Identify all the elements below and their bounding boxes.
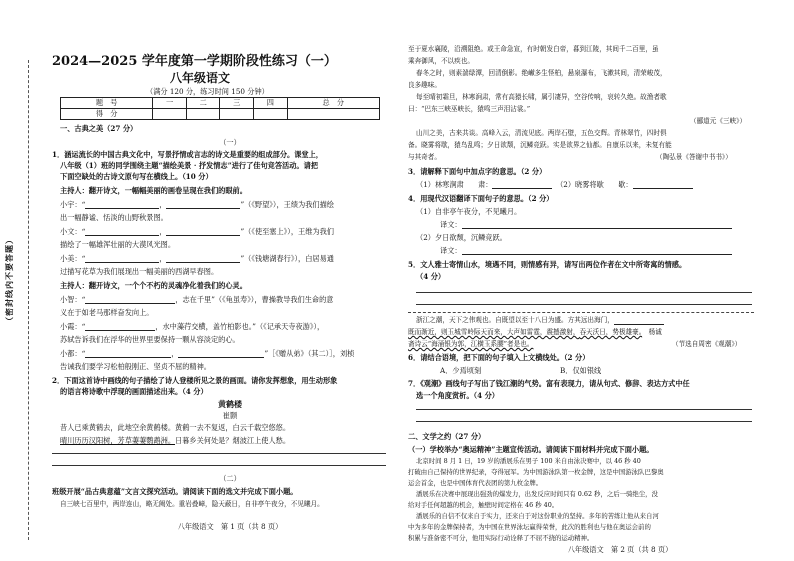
source-text: ”（《野望》），王绩为我们描绘: [240, 200, 334, 209]
answer-blank[interactable]: [462, 220, 732, 229]
continuation-text: 苏轼告诉我们在浮华的世界里要保持一颗从容淡定的心。: [60, 335, 240, 344]
score-input[interactable]: [186, 109, 220, 120]
source-text: ，志在千里”（《龟虽寿》），曹操教导我们生命的意: [175, 295, 334, 304]
passage-text: 乘奔御风，不以疾也。: [408, 57, 474, 65]
question-text: 6．请结合语境，把下面的句子填入上文横线处。（2 分）: [408, 353, 590, 362]
speaker: 小霞：: [60, 322, 82, 331]
answer-blank[interactable]: [492, 180, 552, 189]
poem-line: 昔人已乘黄鹤去，此地空余黄鹤楼。黄鹤一去不复返，白云千载空悠悠。: [60, 423, 291, 432]
label: 肃：: [478, 180, 493, 189]
seal-note: [2, 185, 30, 375]
speaker: 小智：: [60, 295, 82, 304]
section-intro: 班级开展“品古典意蕴”文言文探究活动。请阅读下面的选文并完成下面小题。: [52, 487, 298, 496]
material-text: 积累与准备密不可分，他用实际行动诠释了不屈不挠的运动精神。: [408, 534, 594, 542]
speaker: 小宇：: [60, 200, 82, 209]
material-text: 运会首金，也是中国体育代表团的第九枚金牌。: [408, 479, 543, 487]
passage-text: 备。晓雾将歇，猿鸟乱鸣；夕日欲颓，沉鳞竞跃。实是欲界之仙都。自康乐以来，未复有能: [408, 141, 672, 149]
answer-row: 小霞：“ ，水中藻荇交横，盖竹柏影也。”（《记承天寺夜游》），: [60, 322, 325, 331]
poem-underlined: 晴川历历汉阳树，芳草萋萋鹦鹉洲。: [60, 436, 176, 445]
answer-line[interactable]: [416, 304, 752, 305]
question-text: 1．涵运流长的中国古典文化中，写景抒情或言志的诗文是重要的组成部分。课堂上，: [52, 150, 323, 159]
answer-row: 小宇：“ ， ”（《野望》），王绩为我们描绘: [60, 200, 334, 209]
score-input[interactable]: [153, 109, 187, 120]
answer-blank[interactable]: [633, 180, 693, 189]
extract-line: [408, 328, 662, 337]
question-text: 的语言将诗歌中浮现的画面描述出来。（4 分）: [60, 387, 208, 396]
section-heading: 一、古典之美（27 分）: [60, 124, 138, 133]
continuation-text: 告诫我们要学习松柏般刚正、坚贞不屈的精神。: [60, 362, 211, 371]
sub-question-text: （1）林寒涧肃: [416, 180, 464, 189]
score-table: [60, 97, 380, 120]
passage-source: （陶弘景《答谢中书书》）: [656, 153, 732, 161]
answer-line[interactable]: [416, 421, 752, 422]
score-cell: 二: [186, 98, 220, 109]
material-text: 中为多年的金牌保持者，为中国在世界泳坛赢得荣誉，此次的胜利也与他在奥运会前的: [408, 523, 651, 531]
section-intro: （一）学校举办“奥运精神”主题宣传活动。请阅读下面材料并完成下面小题。: [408, 445, 654, 454]
answer-blank[interactable]: [85, 200, 159, 209]
speaker: 小文：: [60, 227, 82, 236]
passage-source: （郦道元《三峡》）: [690, 117, 747, 125]
passage-text: 春冬之时，则素湍绿潭，回清倒影。绝𪩘多生怪柏，悬泉瀑布，飞漱其间，清荣峻茂，: [416, 69, 667, 77]
answer-blank[interactable]: [166, 227, 240, 236]
answer-blank[interactable]: [85, 349, 171, 358]
score-cell: 题 号: [61, 98, 153, 109]
option-a[interactable]: A．少焉顷刻: [440, 366, 482, 375]
score-cell: 得 分: [61, 109, 153, 120]
answer-blank[interactable]: [85, 254, 159, 263]
material-text: 给对手任何超越的机会，触壁时间定格在 46 秒 40。: [408, 501, 559, 509]
material-text: 潘展乐的自信不仅来自于实力，还来自于对这份职业的坚持。多年的苦练让他从来自河: [416, 512, 659, 520]
answer-row: 小美：“ ， ”（《钱塘湖春行》），白居易通: [60, 254, 334, 263]
answer-row: 小都：“ ， ”［《赠从弟》（其二）］，刘桢: [60, 349, 355, 358]
answer-blank[interactable]: [166, 200, 240, 209]
speaker: 小美：: [60, 254, 82, 263]
question-text: 4．用现代汉语翻译下面句子的意思。（2 分）: [408, 194, 554, 203]
continuation-text: 过描写花草为我们展现出一幅美丽的西湖早春图。: [60, 267, 219, 276]
question-text: 八年级（1）班的同学围绕主题“描绘美景 · 抒发情志”进行了佳句竞答活动。请把: [60, 161, 318, 170]
material-text: 北京时间 8 月 1 日，19 岁的潘展乐在男子 100 米自由泳决赛中，以 46 秒 40: [416, 457, 641, 465]
label: 译文：: [440, 220, 462, 229]
poem-line: [60, 436, 290, 445]
answer-blank[interactable]: [614, 316, 664, 325]
host-line: 主持人：翻开诗文，一幅幅美丽的画卷呈现在我们的眼前。: [60, 186, 247, 195]
extract-line: [408, 340, 533, 349]
exam-title: 2024—2025 学年度第一学期阶段性练习（一）: [52, 54, 337, 69]
poem-title: 黄鹤楼: [218, 399, 242, 409]
poem-rest: 日暮乡关何处是？烟波江上使人愁。: [175, 436, 291, 445]
score-cell: 总 分: [287, 98, 379, 109]
page-footer: 八年级语文 第 1 页（共 8 页）: [177, 522, 283, 531]
continuation-text: 描绘了一幅雄浑壮丽的大漠风光图。: [60, 240, 176, 249]
source-text: ”［《赠从弟》（其二）］，刘桢: [264, 349, 355, 358]
speaker: 小都：: [60, 349, 82, 358]
question-text: 2．下面这首诗中画线的句子描绘了诗人登楼所见之景的画面。请你发挥想象，用生动形象: [52, 376, 338, 385]
question-text: （4 分）: [416, 272, 446, 281]
sub-question: [416, 180, 693, 189]
answer-line[interactable]: [416, 409, 752, 410]
option-b[interactable]: B．仅如银线: [560, 366, 602, 375]
answer-line[interactable]: [52, 465, 386, 466]
passage-text: 山川之美，古来共谈。高峰入云，清流见底。两岸石壁，五色交辉。青林翠竹，四时俱: [416, 129, 667, 137]
score-cell: 一: [153, 98, 187, 109]
continuation-text: 义在于如老马那样奋发向上。: [60, 308, 154, 317]
score-cell: 四: [254, 98, 288, 109]
source-text: ”（《钱塘湖春行》），白居易通: [240, 254, 334, 263]
exam-meta: （满分 120 分，练习时间 150 分钟）: [146, 87, 269, 96]
passage-text: 自三峡七百里中，两岸连山，略无阙处。重岩叠嶂，隐天蔽日，自非亭午夜分，不见曦月。: [60, 500, 324, 508]
extract-text: 杨诚: [648, 328, 662, 336]
passage-source: （节选自周密《观潮》）: [672, 340, 742, 348]
source-text: ，水中藻荇交横，盖竹柏影也。”（《记承天寺夜游》），: [155, 322, 325, 331]
question-text: 下面空缺处的古诗文原句写在横线上。（10 分）: [60, 172, 213, 181]
passage-text: 与其奇者。: [408, 153, 441, 161]
answer-blank[interactable]: [85, 322, 155, 331]
score-input[interactable]: [287, 109, 379, 120]
material-text: 打破由自己保持的世界纪录，夺得冠军。为中国游泳队第一枚金牌，这是中国游泳队巴黎奥: [408, 468, 664, 476]
question-text: 选一个角度赏析。（4 分）: [416, 391, 499, 400]
sub-question-text: （2）夕日欲颓，沉鳞竞跃。: [416, 233, 507, 242]
subsection-label: （一）: [219, 138, 241, 147]
answer-row: 小文：“ ， ”（《使至塞上》），王维为我们: [60, 227, 334, 236]
host-line: 主持人：翻开诗文，一个个不朽的灵魂净化着我们的心灵。: [60, 281, 247, 290]
extract-underlined: 既而渐近，则玉城雪岭际天而来，大声如雷霆，震撼激射，: [408, 328, 580, 336]
extract-underlined: 斋诗云“海涌银为郭，江横玉系腰”者是也。: [408, 340, 534, 348]
translation-row: [440, 246, 732, 255]
passage-text: 至于夏水襄陵，沿溯阻绝。或王命急宣，有时朝发白帝，暮到江陵，其间千二百里，虽: [408, 45, 659, 53]
question-text: 7．《观潮》画线句子写出了钱江潮的气势。富有表现力，请从句式、修辞、表达方式中任: [408, 379, 690, 388]
source-text: ”（《使至塞上》），王维为我们: [240, 227, 334, 236]
subject-title: 八年级语文: [170, 71, 231, 85]
sub-question-text: （1）自非亭午夜分，不见曦月。: [416, 207, 522, 216]
subsection-label: （二）: [219, 474, 241, 483]
extract-line: [416, 316, 664, 325]
material-text: 潘展乐在决赛中展现出强劲的爆发力，出发反应时间只有 0.62 秒，之后一骑绝尘，没: [416, 490, 658, 498]
section-heading: 二、文学之约（27 分）: [408, 432, 486, 441]
label: 译文：: [440, 246, 462, 255]
answer-line[interactable]: [416, 292, 752, 293]
answer-row: 小智：“ ，志在千里”（《龟虽寿》），曹操教导我们生命的意: [60, 295, 334, 304]
passage-text: 曰：“巴东三峡巫峡长，猿鸣三声泪沾裳。”: [408, 105, 531, 113]
score-input[interactable]: [254, 109, 288, 120]
passage-text: 每至晴初霜旦，林寒涧肃，常有高猿长啸，属引凄异，空谷传响，哀转久绝。故渔者歌: [416, 93, 667, 101]
divider: [408, 312, 754, 313]
answer-line[interactable]: [52, 453, 386, 454]
extract-underlined: 吞天沃日，势极雄豪。: [579, 328, 643, 336]
score-input[interactable]: [220, 109, 254, 120]
answer-blank[interactable]: [85, 295, 175, 304]
question-text: 5．文人雅士寄情山水，境遇不同，则情感有异，请写出两位作者在文中所寄寓的情感。: [408, 260, 687, 269]
score-cell: 三: [220, 98, 254, 109]
answer-blank[interactable]: [178, 349, 264, 358]
answer-blank[interactable]: [166, 254, 240, 263]
translation-row: [440, 220, 732, 229]
answer-blank[interactable]: [462, 246, 732, 255]
poem-author: 崔颢: [222, 411, 238, 420]
page-footer: 八年级语文 第 2 页（共 8 页）: [567, 545, 673, 554]
answer-blank[interactable]: [85, 227, 159, 236]
extract-text: 浙江之潮，天下之伟观也。自既望以至十八日为盛。方其远出海门，: [416, 316, 614, 324]
sub-question-text: （2）晓雾将歇: [559, 180, 604, 189]
continuation-text: 出一幅静谧、恬淡的山野秋景图。: [60, 213, 168, 222]
label: 歇：: [618, 180, 633, 189]
question-text: 3．请解释下面句中加点字的意思。（2 分）: [408, 167, 547, 176]
seal-note-text: （密封线内不要答题）: [4, 235, 14, 325]
passage-text: 良多趣味。: [408, 81, 441, 89]
